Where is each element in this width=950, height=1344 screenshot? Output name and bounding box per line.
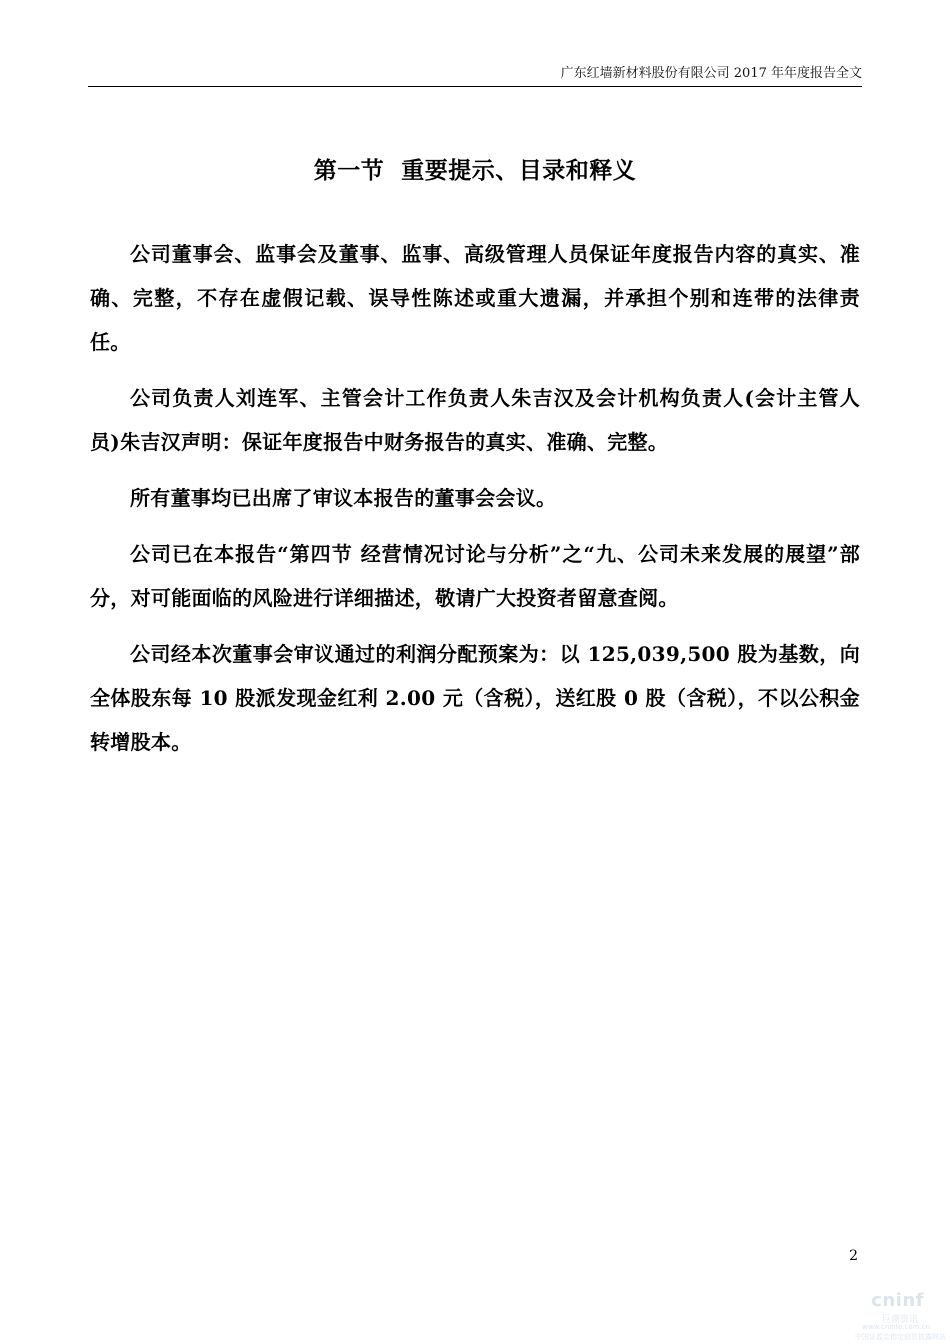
watermark-logo: cninf xyxy=(871,1290,924,1311)
section-title: 第一节 重要提示、目录和释义 xyxy=(313,157,637,184)
paragraph-2: 公司负责人刘连军、主管会计工作负责人朱吉汉及会计机构负责人(会计主管人员)朱吉汉声明：保证年度报告中财务报告的真实、准确、完整。 xyxy=(90,386,860,454)
watermark-url: www.cninfo.com.cn xyxy=(862,1323,930,1331)
report-header: 广东红墙新材料股份有限公司 2017 年年度报告全文 xyxy=(560,66,862,81)
watermark-subtitle: 巨潮资讯 xyxy=(881,1315,918,1325)
header-divider xyxy=(88,86,862,87)
page-number: 2 xyxy=(849,1248,858,1264)
paragraph-1: 公司董事会、监事会及董事、监事、高级管理人员保证年度报告内容的真实、准确、完整，不存在虚假记载、误导性陈述或重大遗漏，并承担个别和连带的法律责任。 xyxy=(90,242,860,354)
cninfo-watermark xyxy=(830,1278,950,1344)
document-body xyxy=(90,232,860,776)
paragraph-5: 公司经本次董事会审议通过的利润分配预案为：以 125,039,500 股为基数，向全体股东每 10 股派发现金红利 2.00 元（含税），送红股 0 股（含税），不以公积金转增股本。 xyxy=(90,642,860,754)
paragraph-3: 所有董事均已出席了审议本报告的董事会会议。 xyxy=(130,486,557,510)
paragraph-4: 公司已在本报告“第四节 经营情况讨论与分析”之“九、公司未来发展的展望”部分，对可能面临的风险进行详细描述，敬请广大投资者留意查阅。 xyxy=(90,542,860,610)
watermark-org: 中国证监会指定信息披露网站 xyxy=(855,1333,946,1341)
